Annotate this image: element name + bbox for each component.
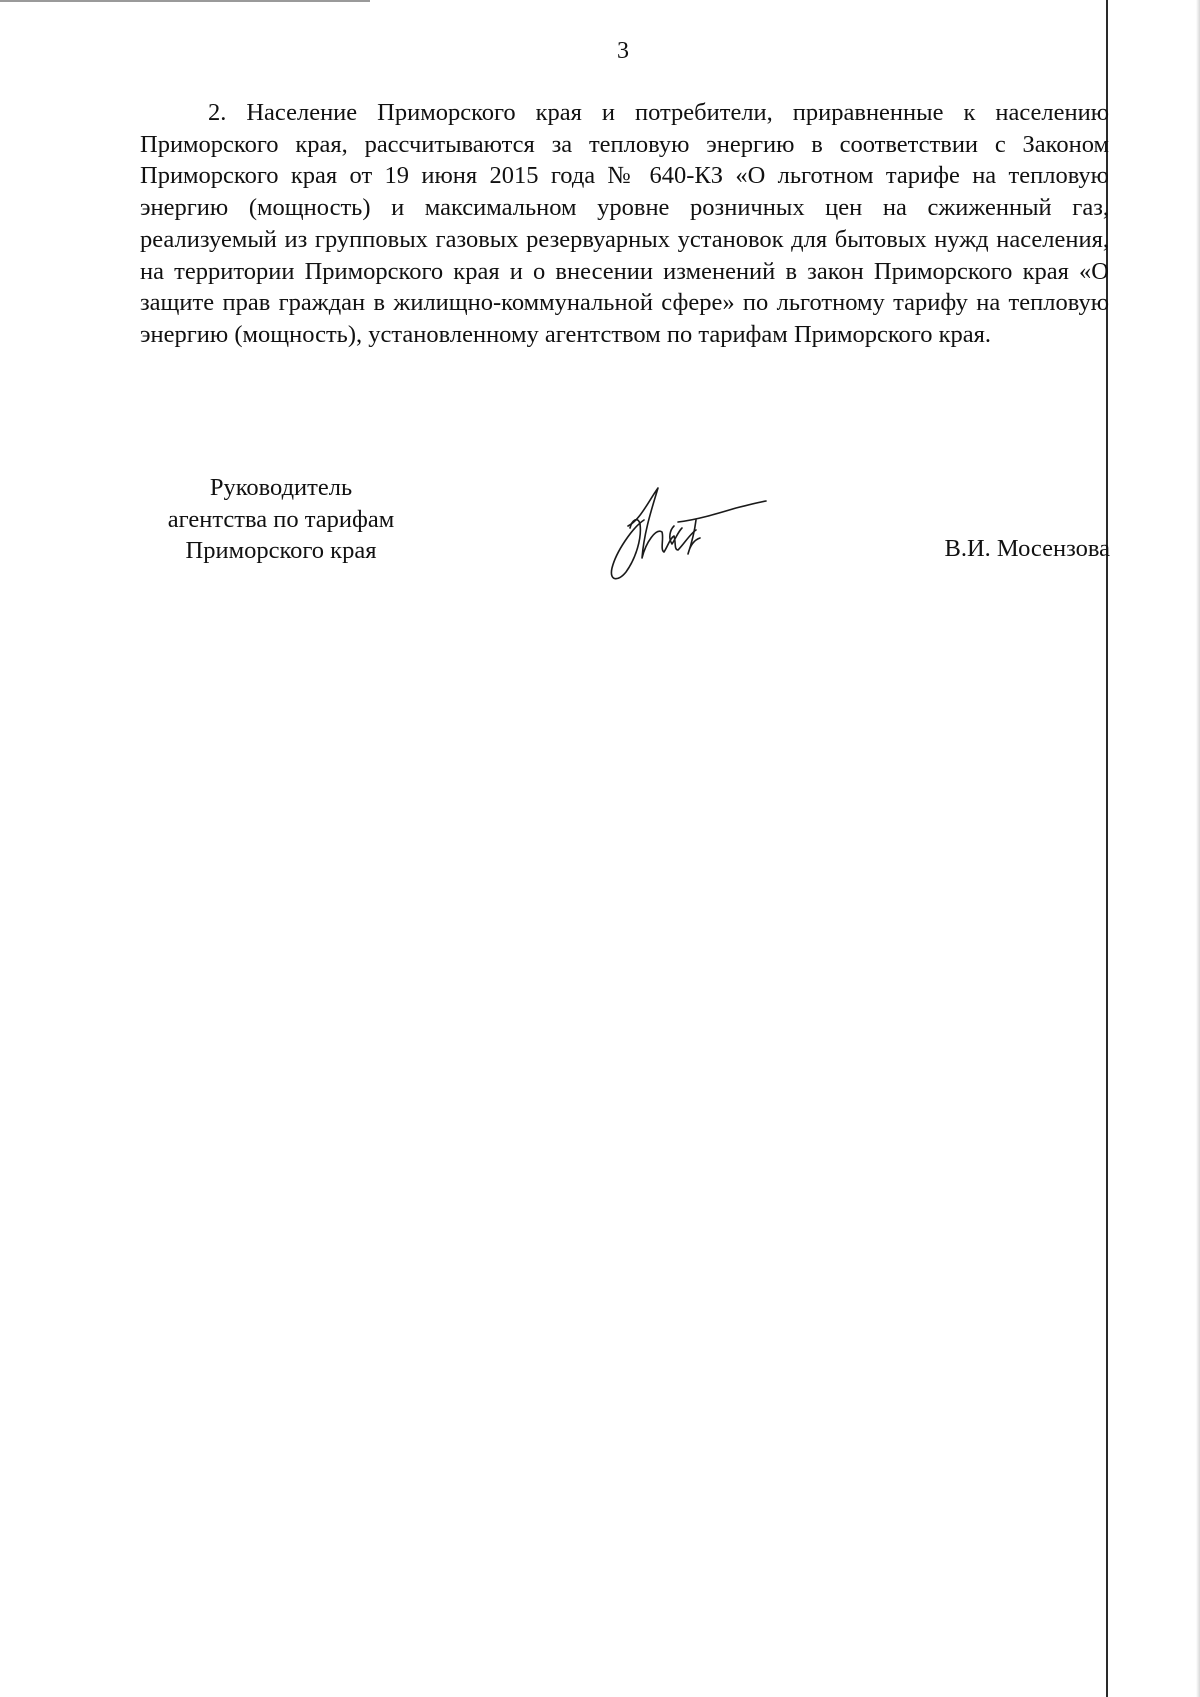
page-number: 3	[617, 38, 629, 64]
scan-shadow-right	[1196, 0, 1200, 1697]
signer-name: В.И. Мосензова	[944, 535, 1110, 562]
signer-position	[116, 472, 446, 567]
signer-position-line: агентства по тарифам	[167, 505, 395, 533]
signer-position-line: Руководитель	[209, 474, 353, 501]
body-paragraph: 2. Население Приморского края и потребители, приравненные к населению Приморского края, рассчитываются за тепловую энергию в соответствии с Законом Приморского края от 19 июня 2015 года № 640-КЗ «О льготном тарифе на тепловую энергию (мощность) и максимальном уровне розничных цен на сжиженный газ, реализуемый из групповых газовых резервуарных установок для бытовых нужд населения, на территории Приморского края и о внесении изменений в закон Приморского края «О защите прав граждан в жилищно-коммунальной сфере» по льготному тарифу на тепловую энергию (мощность), установленному агентством по тарифам Приморского края.	[140, 99, 1109, 348]
handwritten-signature	[604, 480, 774, 590]
scan-edge-top	[0, 0, 370, 2]
signer-position-line: Приморского края	[185, 537, 377, 564]
